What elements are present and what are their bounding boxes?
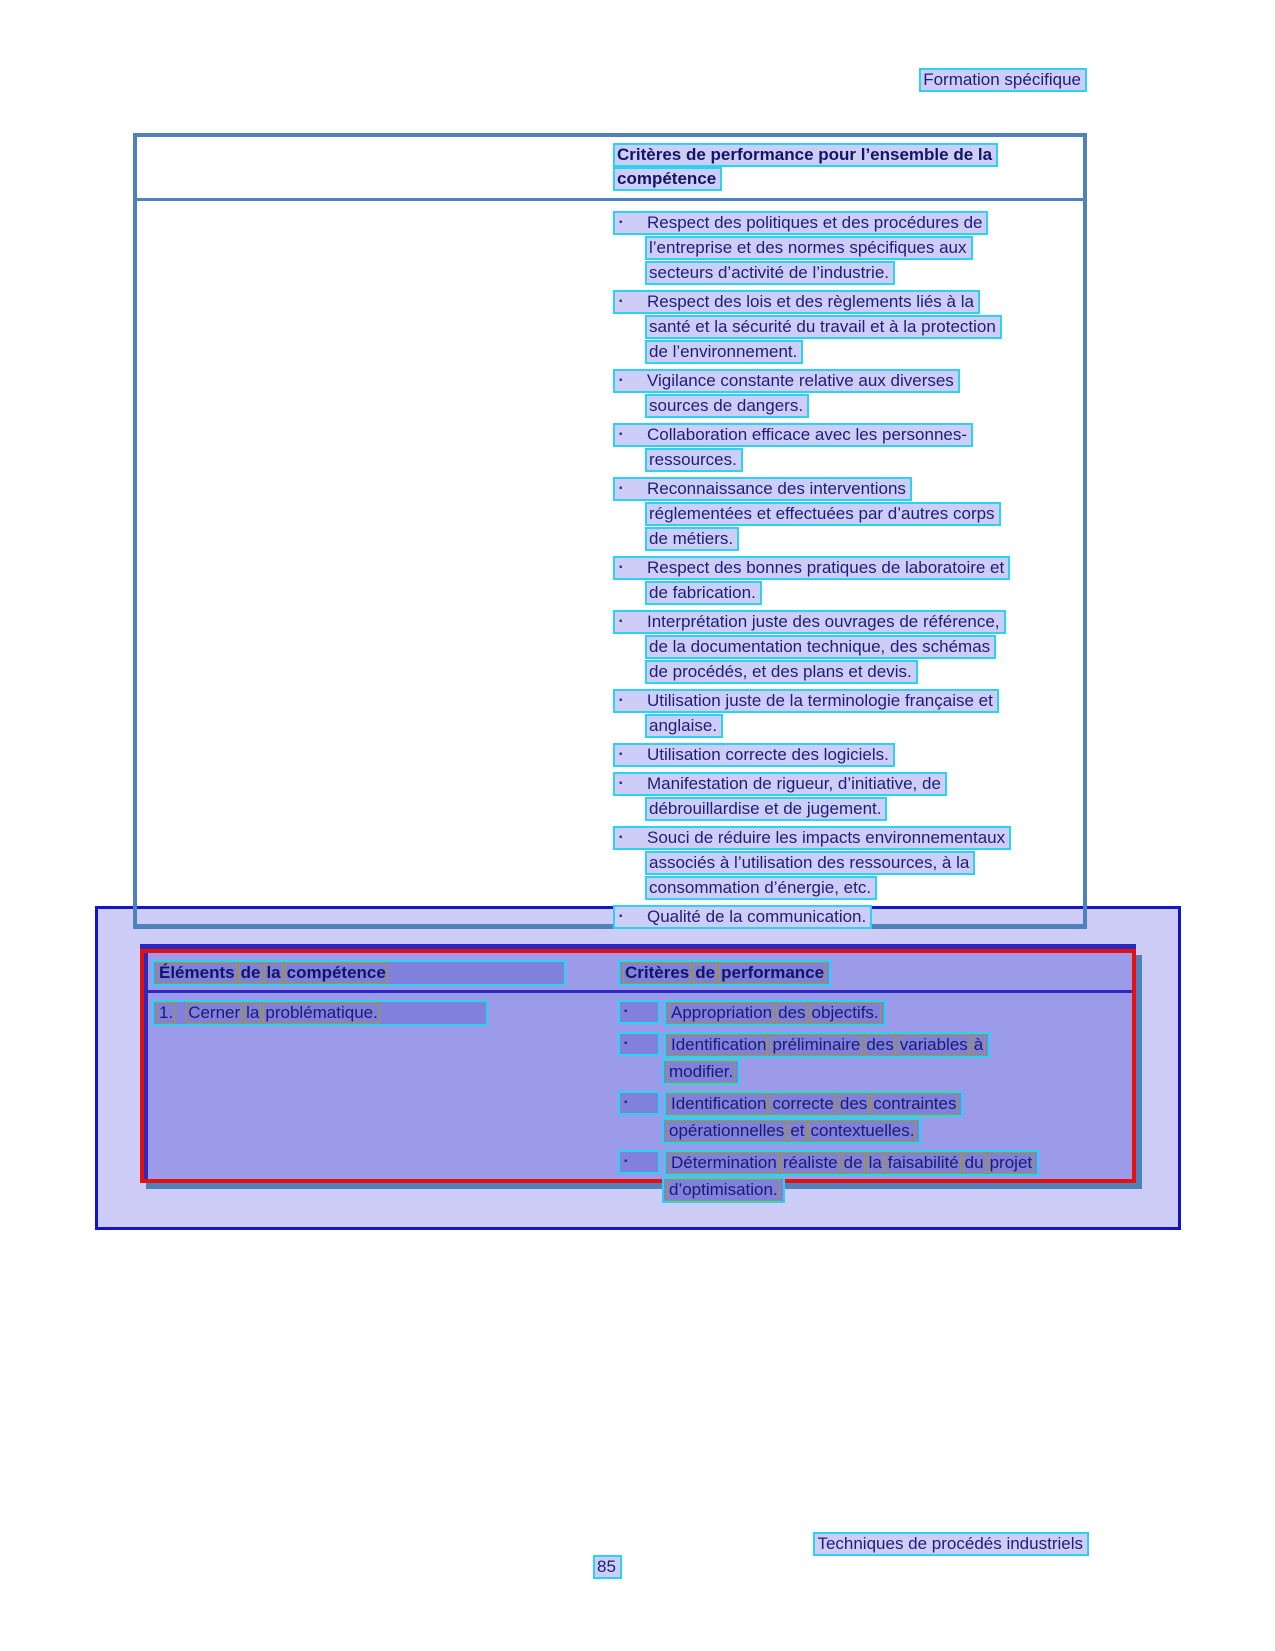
word-box: la <box>266 963 281 982</box>
bullet-text: l’entreprise et des normes spécifiques aux <box>649 238 967 257</box>
highlight-box <box>645 581 762 605</box>
criteria-line <box>618 1000 1132 1027</box>
page-number: 85 <box>593 1555 622 1579</box>
bullet-line <box>613 772 1083 797</box>
highlight-box <box>613 211 988 235</box>
bullet-text: de l’environnement. <box>649 342 798 361</box>
footer-program-label: Techniques de procédés industriels <box>813 1532 1089 1556</box>
competency-header-line: compétence <box>613 167 722 191</box>
bullet-item <box>613 689 1083 739</box>
elements-table-row <box>144 993 1132 1209</box>
highlight-box <box>645 394 809 418</box>
highlight-box <box>645 340 803 364</box>
word-box: correcte <box>772 1094 834 1113</box>
highlight-box <box>613 556 1010 580</box>
bullet-item <box>613 423 1083 473</box>
bullet-text: Respect des bonnes pratiques de laboratoire et <box>647 558 1005 577</box>
bullet-text: de la documentation technique, des schémas <box>649 637 991 656</box>
bullet-text: secteurs d’activité de l’industrie. <box>649 263 890 282</box>
bullet-line <box>613 261 1083 286</box>
bullet-text: consommation d’énergie, etc. <box>649 878 872 897</box>
bullet-line <box>613 610 1083 635</box>
square-bullet-icon: ▪ <box>619 832 623 843</box>
word-box: Détermination <box>671 1153 777 1172</box>
bullet-line <box>613 797 1083 822</box>
bullet-line <box>613 660 1083 685</box>
word-box: 1. <box>159 1003 174 1022</box>
word-box: la <box>246 1003 260 1022</box>
criteria-cell <box>618 1000 1132 1209</box>
word-box: de <box>240 963 261 982</box>
bullet-line <box>613 714 1083 739</box>
bullet-text: de fabrication. <box>649 583 756 602</box>
bullet-line <box>613 340 1083 365</box>
highlight-box <box>613 423 973 447</box>
word-box: préliminaire <box>772 1035 861 1054</box>
highlight-box <box>613 477 912 501</box>
word-box: contraintes <box>873 1094 957 1113</box>
bullet-line <box>613 236 1083 261</box>
bullet-text: associés à l’utilisation des ressources, à la <box>649 853 970 872</box>
word-box: Identification <box>671 1094 767 1113</box>
bullet-text: Vigilance constante relative aux diverses <box>647 371 954 390</box>
highlight-box <box>664 1000 886 1026</box>
bullet-text: santé et la sécurité du travail et à la protection <box>649 317 996 336</box>
elements-section-frame <box>95 906 1181 1230</box>
square-bullet-icon: ▪ <box>619 375 623 386</box>
bullet-line <box>613 394 1083 419</box>
word-box: des <box>839 1094 868 1113</box>
highlight-box <box>645 236 973 260</box>
highlight-box <box>645 714 723 738</box>
word-box: et <box>790 1121 805 1140</box>
highlight-box <box>645 851 975 875</box>
criteria-line <box>618 1118 1132 1145</box>
square-bullet-icon: ▪ <box>619 778 623 789</box>
bullet-line <box>613 905 1083 930</box>
bullet-item <box>613 610 1083 685</box>
bullet-line <box>613 315 1083 340</box>
word-box: variables <box>899 1035 968 1054</box>
bullet-item <box>613 369 1083 419</box>
bullet-line <box>613 635 1083 660</box>
criteria-line <box>618 1032 1132 1059</box>
word-box: Appropriation <box>671 1003 773 1022</box>
highlight-box <box>645 797 887 821</box>
bullet-item <box>613 905 1083 930</box>
word-box: objectifs. <box>811 1003 879 1022</box>
square-bullet-icon: ▪ <box>618 1032 660 1056</box>
highlight-box <box>664 1032 990 1058</box>
bullet-line <box>613 369 1083 394</box>
bullet-line <box>613 689 1083 714</box>
column-header <box>152 960 566 986</box>
bullet-line <box>613 826 1083 851</box>
column-header <box>618 960 831 986</box>
word-box: Cerner <box>188 1003 241 1022</box>
bullet-text: de métiers. <box>649 529 734 548</box>
bullet-item <box>613 772 1083 822</box>
word-box: modifier. <box>669 1062 734 1081</box>
square-bullet-icon: ▪ <box>619 296 623 307</box>
bullet-item <box>613 826 1083 901</box>
word-box: la <box>868 1153 882 1172</box>
square-bullet-icon: ▪ <box>618 1150 660 1174</box>
highlight-box <box>645 876 877 900</box>
square-bullet-icon: ▪ <box>619 483 623 494</box>
bullet-line <box>613 211 1083 236</box>
highlight-box <box>662 1118 921 1144</box>
word-box: contextuelles. <box>810 1121 915 1140</box>
section-label: Formation spécifique <box>919 68 1087 92</box>
bullet-item <box>613 477 1083 552</box>
word-box: des <box>778 1003 806 1022</box>
square-bullet-icon: ▪ <box>618 1091 660 1115</box>
word-box: du <box>964 1153 984 1172</box>
highlight-box <box>662 1059 740 1085</box>
word-box: de <box>843 1153 863 1172</box>
highlight-box <box>664 1091 963 1117</box>
bullet-text: Manifestation de rigueur, d’initiative, de <box>647 774 941 793</box>
bullet-text: Collaboration efficace avec les personnes- <box>647 425 968 444</box>
criteria-item <box>618 1000 1132 1027</box>
bullet-item <box>613 743 1083 768</box>
bullet-line <box>613 581 1083 606</box>
highlight-box <box>613 610 1006 634</box>
elements-header-cell-2 <box>618 960 1132 990</box>
bullet-text: Respect des politiques et des procédures de <box>647 213 983 232</box>
competency-table-header-row <box>137 137 1083 201</box>
square-bullet-icon: ▪ <box>619 616 623 627</box>
highlight-box <box>613 743 895 767</box>
word-box: à <box>973 1035 984 1054</box>
bullet-text: débrouillardise et de jugement. <box>649 799 882 818</box>
bullet-line <box>613 851 1083 876</box>
bullet-text: Respect des lois et des règlements liés à la <box>647 292 974 311</box>
bullet-text: Utilisation correcte des logiciels. <box>647 745 889 764</box>
criteria-item <box>618 1091 1132 1145</box>
bullet-text: Reconnaissance des interventions <box>647 479 906 498</box>
elements-competence-table <box>140 949 1136 1199</box>
word-box: compétence <box>286 963 386 982</box>
bullet-text: réglementées et effectuées par d’autres corps <box>649 504 995 523</box>
bullet-item <box>613 211 1083 286</box>
bullet-line <box>613 477 1083 502</box>
highlight-box <box>613 290 980 314</box>
highlight-box <box>645 448 743 472</box>
elements-header-cell-1 <box>152 960 618 990</box>
square-bullet-icon: ▪ <box>619 562 623 573</box>
square-bullet-icon: ▪ <box>619 695 623 706</box>
word-box: faisabilité <box>887 1153 959 1172</box>
highlight-box <box>613 369 960 393</box>
word-box: Éléments <box>159 963 235 982</box>
bullet-line <box>613 448 1083 473</box>
bullet-text: Utilisation juste de la terminologie française et <box>647 691 993 710</box>
competency-bullet-list <box>137 201 1083 930</box>
word-box: des <box>866 1035 894 1054</box>
word-box: Identification <box>671 1035 767 1054</box>
highlight-box <box>664 1150 1039 1176</box>
highlight-box <box>645 635 996 659</box>
bullet-text: Qualité de la communication. <box>647 907 867 926</box>
criteria-line <box>618 1177 1132 1204</box>
highlight-box <box>645 502 1001 526</box>
highlight-box <box>645 315 1002 339</box>
criteria-line <box>618 1150 1132 1177</box>
highlight-box <box>613 689 999 713</box>
elements-table-header-row <box>144 953 1132 993</box>
square-bullet-icon: ▪ <box>618 1000 660 1024</box>
criteria-line <box>618 1059 1132 1086</box>
word-box: problématique. <box>265 1003 378 1022</box>
bullet-text: Interprétation juste des ouvrages de référence, <box>647 612 1000 631</box>
bullet-item <box>613 556 1083 606</box>
bullet-line <box>613 290 1083 315</box>
word-box: performance <box>721 963 825 982</box>
highlight-box <box>613 826 1011 850</box>
bullet-text: sources de dangers. <box>649 396 804 415</box>
competency-header-line: Critères de performance pour l’ensemble de la <box>613 143 998 167</box>
highlight-box <box>613 905 872 929</box>
bullet-text: ressources. <box>649 450 737 469</box>
bullet-text: de procédés, et des plans et devis. <box>649 662 912 681</box>
square-bullet-icon: ▪ <box>619 749 623 760</box>
word-box: de <box>695 963 716 982</box>
word-box: Critères <box>625 963 690 982</box>
word-box: d’optimisation. <box>669 1180 778 1199</box>
word-box: opérationnelles <box>669 1121 785 1140</box>
criteria-item <box>618 1150 1132 1204</box>
competency-criteria-table <box>133 133 1087 929</box>
highlight-box <box>645 660 918 684</box>
bullet-line <box>613 743 1083 768</box>
bullet-text: anglaise. <box>649 716 718 735</box>
word-box: réaliste <box>782 1153 838 1172</box>
criteria-item <box>618 1032 1132 1086</box>
criteria-line <box>618 1091 1132 1118</box>
square-bullet-icon: ▪ <box>619 217 623 228</box>
bullet-line <box>613 556 1083 581</box>
highlight-box <box>662 1177 785 1203</box>
element-cell <box>152 1000 618 1209</box>
element-label <box>152 1000 488 1026</box>
bullet-line <box>613 423 1083 448</box>
bullet-text: Souci de réduire les impacts environnementaux <box>647 828 1006 847</box>
bullet-line <box>613 876 1083 901</box>
bullet-line <box>613 502 1083 527</box>
bullet-item <box>613 290 1083 365</box>
word-box: projet <box>989 1153 1033 1172</box>
square-bullet-icon: ▪ <box>619 429 623 440</box>
square-bullet-icon: ▪ <box>619 911 623 922</box>
bullet-line <box>613 527 1083 552</box>
highlight-box <box>645 527 739 551</box>
highlight-box <box>645 261 895 285</box>
highlight-box <box>613 772 947 796</box>
